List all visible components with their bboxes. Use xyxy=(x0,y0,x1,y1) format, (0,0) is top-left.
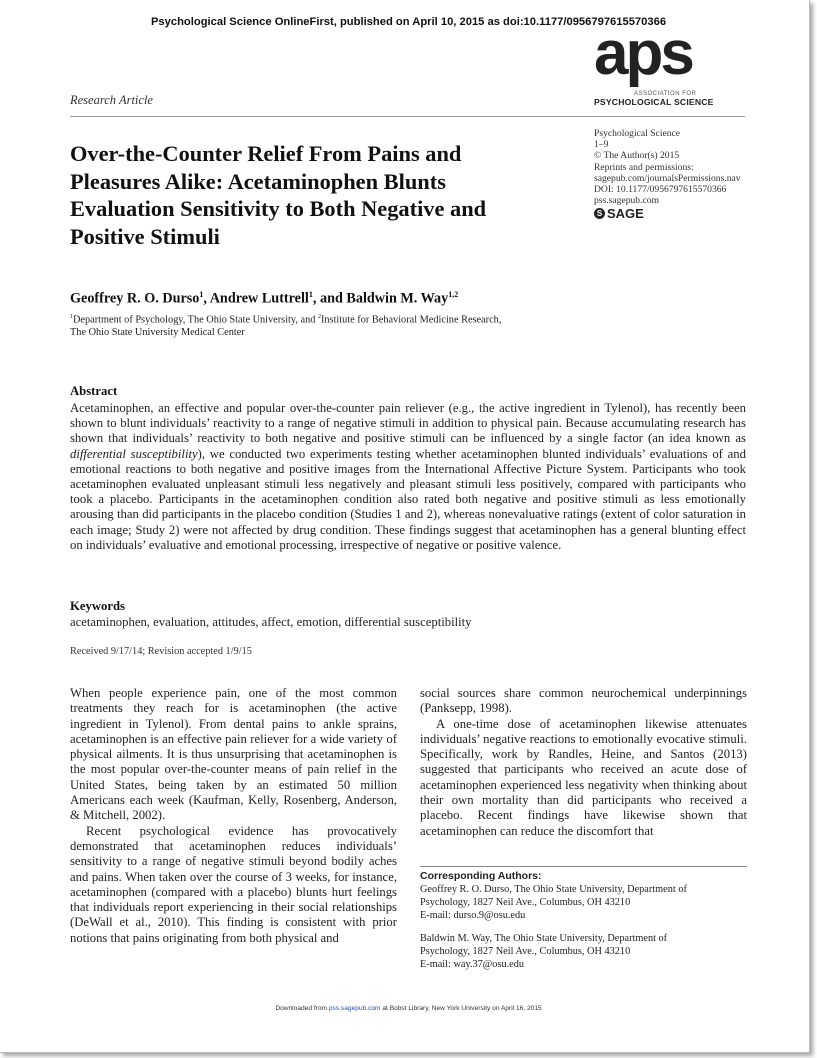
author-name: Geoffrey R. O. Durso xyxy=(70,290,200,307)
author-name: Andrew Luttrell xyxy=(209,290,309,307)
affiliation-text: Institute for Behavioral Medicine Research, xyxy=(320,314,502,326)
author-name: Baldwin M. Way xyxy=(346,290,449,307)
sage-logo xyxy=(594,206,644,221)
sage-logo-text: SAGE xyxy=(607,206,644,221)
aps-logo-tagline: PSYCHOLOGICAL SCIENCE xyxy=(594,97,714,107)
footer-link[interactable]: pss.sagepub.com xyxy=(328,1005,381,1012)
affiliations xyxy=(70,311,590,339)
affiliation-marker: 2 xyxy=(317,314,321,320)
body-column-left xyxy=(70,686,397,946)
affiliation-marker: 1 xyxy=(70,314,73,320)
author-list xyxy=(70,290,458,308)
affiliation-line: The Ohio State University Medical Center xyxy=(70,327,245,339)
abstract-heading: Abstract xyxy=(70,384,118,398)
article-title: Over-the-Counter Relief From Pains and Pleasures Alike: Acetaminophen Blunts Evaluation Sensitivity to Both Negative and Positive Stimuli xyxy=(70,141,487,249)
copyright: © The Author(s) 2015 xyxy=(594,150,680,162)
correspondence-email[interactable]: E-mail: durso.9@osu.edu xyxy=(420,909,526,921)
affiliation-text: Department of Psychology, The Ohio State University, and xyxy=(73,314,318,326)
footer-suffix: at Bobst Library, New York University on April 16, 2015 xyxy=(380,1005,542,1012)
journal-info xyxy=(594,128,741,206)
page-range: 1–9 xyxy=(594,139,609,151)
permissions-link[interactable]: sagepub.com/journalsPermissions.nav xyxy=(594,172,741,184)
correspondence-divider xyxy=(420,866,747,867)
body-paragraph: When people experience pain, one of the most common treatments they reach for is acetaminophen (the active ingredient in Tylenol). From dental pains to ankle sprains, acetaminophen is an effective pain reliever for a wide variety of physical ailments. It is thus unsurprising that acetaminophen is the most popular over-the-counter means of pain relief in the United States, being taken by an estimated 50 million Americans each week (Kaufman, Kelly, Rosenberg, Anderson, & Mitchell, 2002). xyxy=(70,686,397,823)
header-divider xyxy=(70,116,745,117)
sage-circle-icon: S xyxy=(594,208,605,219)
aps-logo xyxy=(594,19,744,110)
affiliation-line xyxy=(70,311,590,326)
article-type-label: Research Article xyxy=(70,93,153,107)
correspondence-heading: Corresponding Authors: xyxy=(420,870,542,882)
correspondence-line: Geoffrey R. O. Durso, The Ohio State University, Department of xyxy=(420,884,687,895)
author-affiliation-marker: 1,2 xyxy=(448,290,459,299)
abstract-term: differential susceptibility xyxy=(70,446,198,461)
author-separator: , xyxy=(203,290,210,307)
reprints-label: Reprints and permissions: xyxy=(594,161,694,173)
author-separator: , and xyxy=(312,290,347,307)
aps-logo-tagline-small: ASSOCIATION FOR xyxy=(634,91,697,97)
abstract-text-part: Acetaminophen, an effective and popular over-the-counter pain reliever (e.g., the active ingredient in Tylenol), has recently been shown to blunt individuals’ reactivity to a range of negative stimuli in addition to physical pain. Because accumulating research has shown that individuals’ reactivity to both negative and positive stimuli can be influenced by a single factor (an idea known as xyxy=(70,401,746,446)
abstract-text-part: ), we conducted two experiments testing whether acetaminophen blunted individuals’ evaluations of and emotional reactions to both negative and positive images from the International Affective Picture System. Participants who took acetaminophen evaluated unpleasant stimuli less negatively and pleasant stimuli less positively, compared with participants who took a placebo. Participants in the acetaminophen condition also rated both negative and positive stimuli as less emotionally arousing than did participants in the placebo condition (Studies 1 and 2), whereas nonevaluative ratings (extent of color saturation in each image; Study 2) were not affected by drug condition. These findings suggest that acetaminophen has a general blunting effect on individuals’ evaluative and emotional processing, irrespective of negative or positive valence. xyxy=(70,446,746,552)
journal-name: Psychological Science xyxy=(594,128,681,139)
correspondence-author-2 xyxy=(420,933,747,971)
body-paragraph: Recent psychological evidence has provocatively demonstrated that acetaminophen reduces individuals’ sensitivity to a range of negative stimuli beyond bodily aches and pains. When taken over the course of 3 weeks, for instance, acetaminophen (compared with a placebo) blunts hurt feelings that individuals report experiencing in their social relationships (DeWall et al., 2010). This finding is consistent with prior notions that pains originating from both physical and xyxy=(70,823,397,945)
download-footer xyxy=(0,1005,817,1012)
keywords-list: acetaminophen, evaluation, attitudes, affect, emotion, differential susceptibility xyxy=(70,615,472,629)
correspondence-author-1 xyxy=(420,884,747,922)
correspondence-line: Psychology, 1827 Neil Ave., Columbus, OH 43210 xyxy=(420,896,631,908)
footer-prefix: Downloaded from xyxy=(275,1005,329,1012)
doi-banner: Psychological Science OnlineFirst, published on April 10, 2015 as doi:10.1177/0956797615570366 xyxy=(150,16,667,28)
body-column-right xyxy=(420,686,747,839)
body-paragraph: social sources share common neurochemical underpinnings (Panksepp, 1998). xyxy=(420,686,747,716)
author-affiliation-marker: 1 xyxy=(308,290,313,299)
correspondence-line: Psychology, 1827 Neil Ave., Columbus, OH 43210 xyxy=(420,945,631,957)
received-dates: Received 9/17/14; Revision accepted 1/9/15 xyxy=(70,646,252,657)
body-paragraph: A one-time dose of acetaminophen likewise attenuates individuals’ negative reactions to emotionally evocative stimuli. Specifically, work by Randles, Heine, and Santos (2013) suggested that participants who received an acute dose of acetaminophen experienced less negativity when thinking about their own mortality than did participants who received a placebo. Recent findings have likewise shown that acetaminophen can reduce the discomfort that xyxy=(420,716,747,838)
journal-url[interactable]: pss.sagepub.com xyxy=(594,195,660,207)
abstract-text xyxy=(70,401,746,553)
doi-text: DOI: 10.1177/0956797615570366 xyxy=(594,184,727,196)
aps-logo-word: aps xyxy=(594,19,692,88)
correspondence-line: Baldwin M. Way, The Ohio State University, Department of xyxy=(420,933,668,944)
correspondence-email[interactable]: E-mail: way.37@osu.edu xyxy=(420,958,525,970)
author-affiliation-marker: 1 xyxy=(199,290,204,299)
keywords-heading: Keywords xyxy=(70,599,125,613)
